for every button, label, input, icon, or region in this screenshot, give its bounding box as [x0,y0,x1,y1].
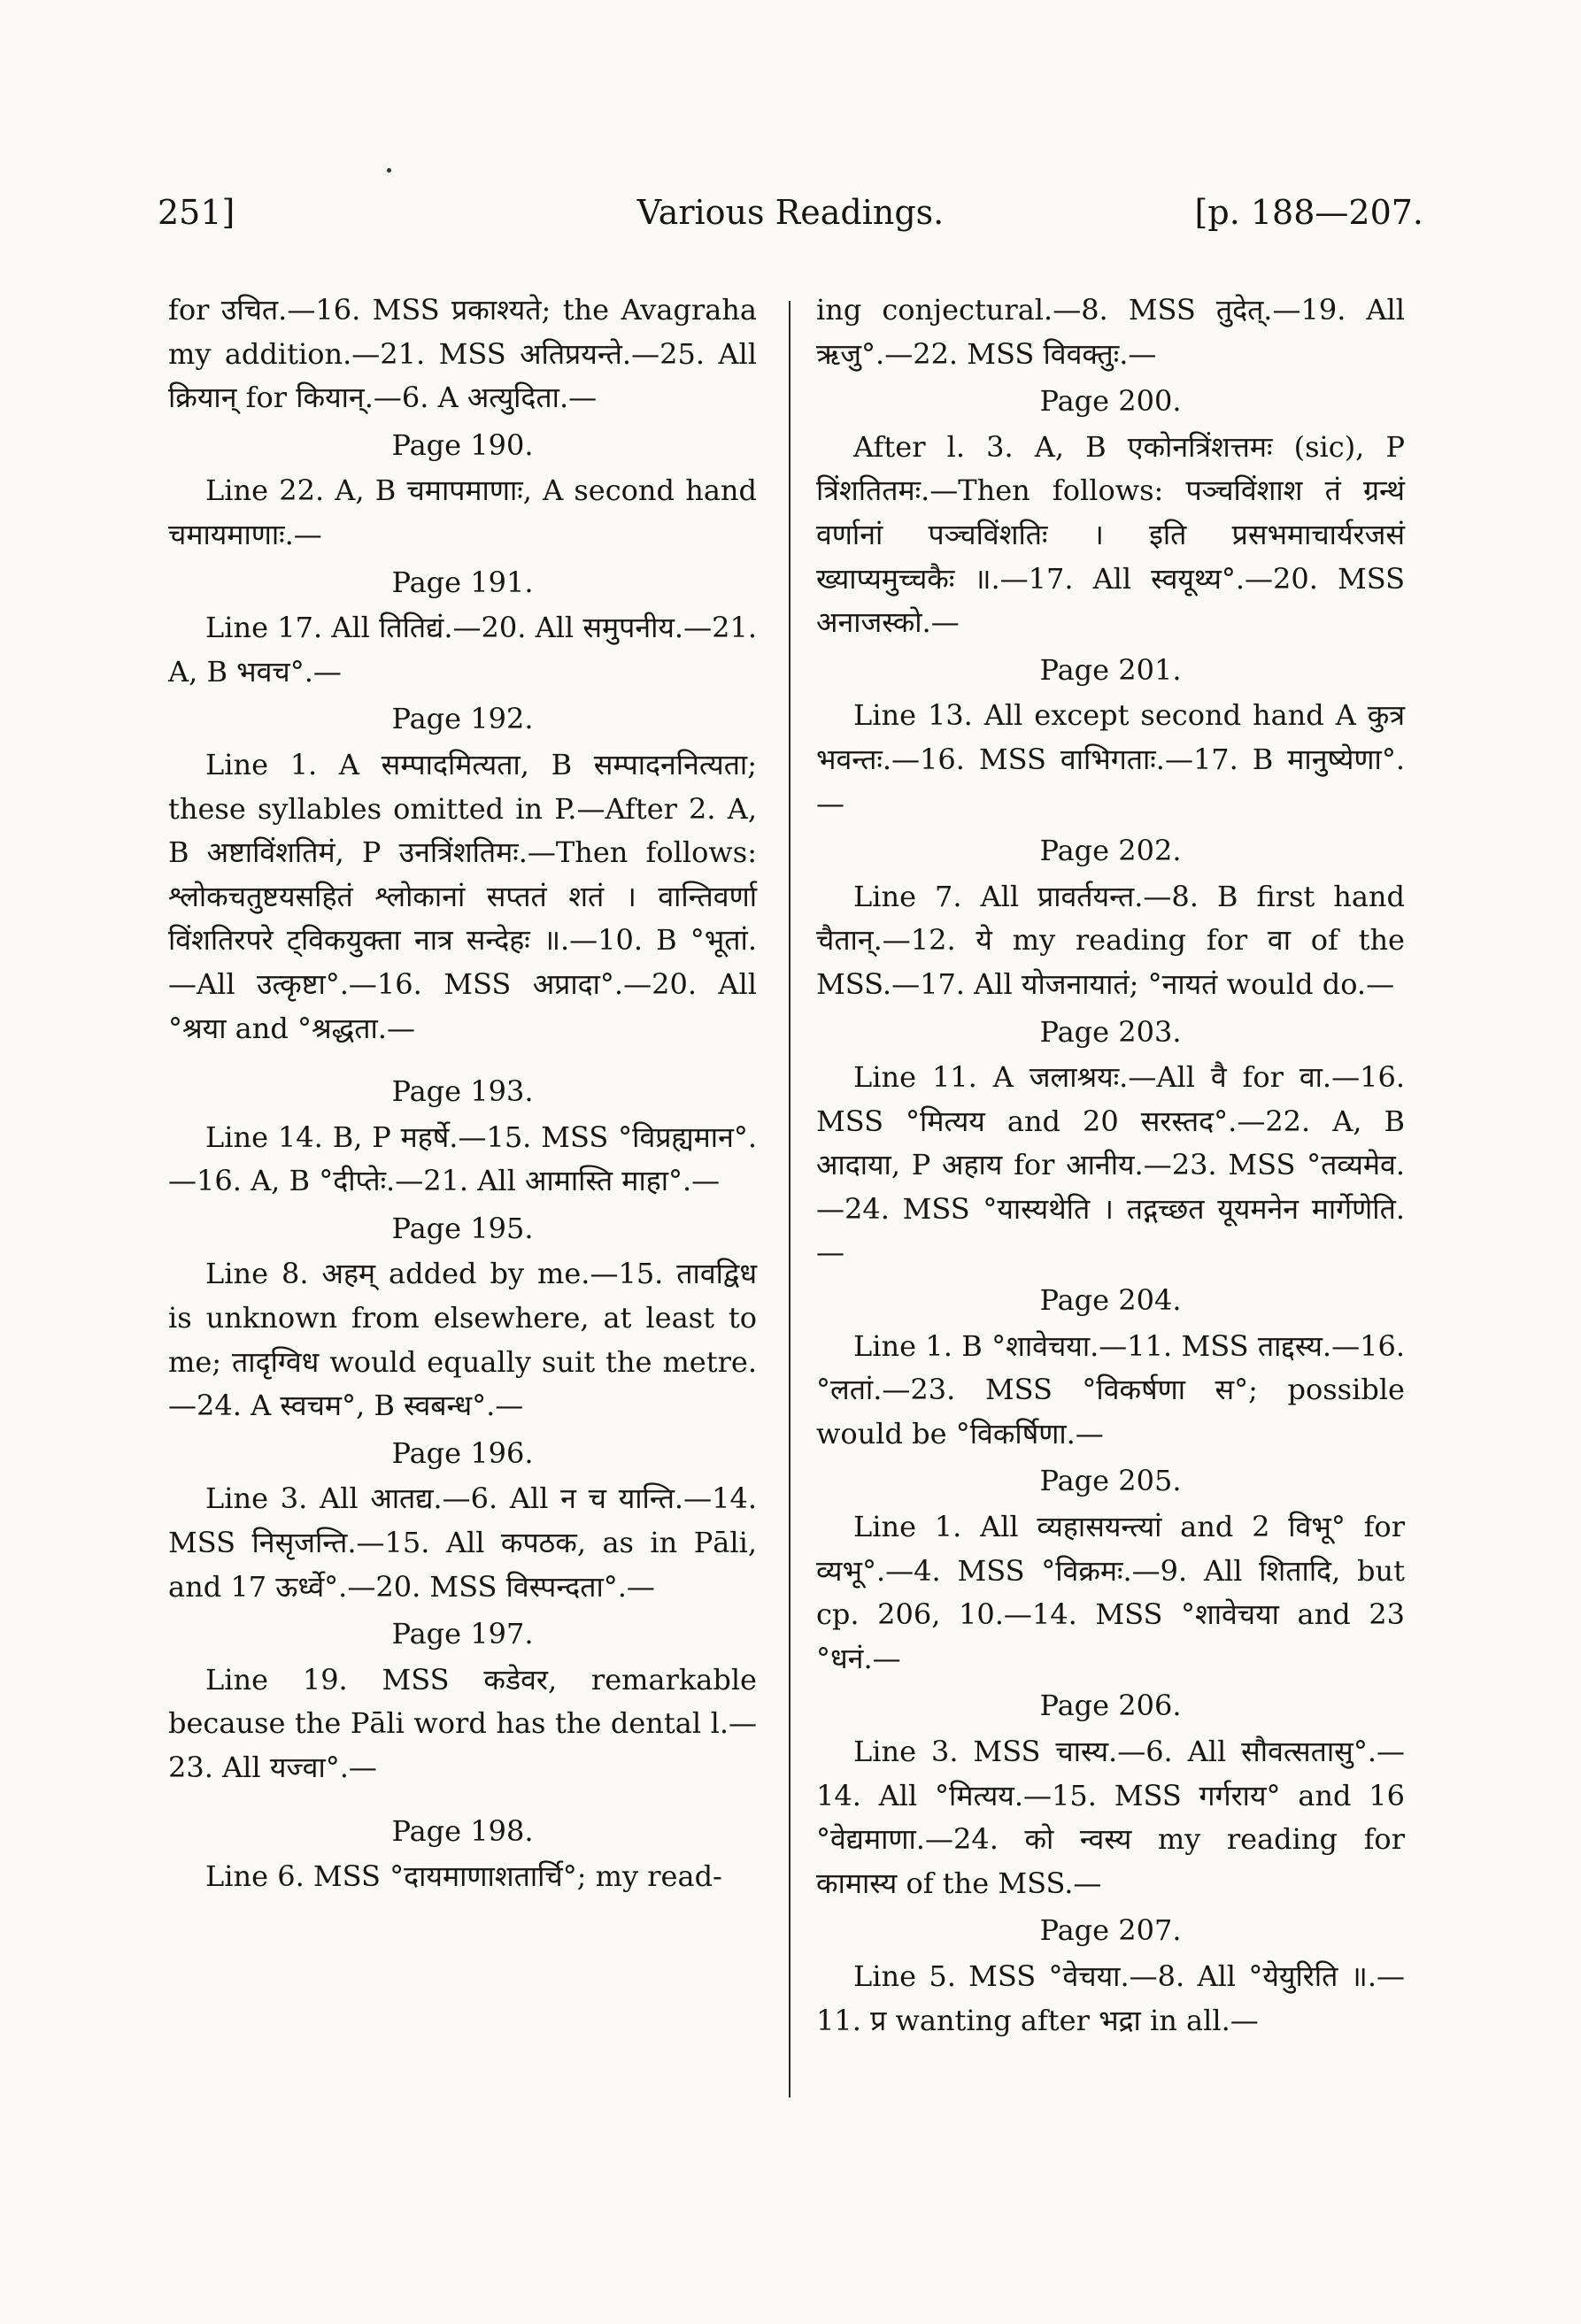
reading-entry: Line 1. B °शावेचया.—11. MSS ताद्दस्य.—16. °लतां.—23. MSS °विकर्षणा स°; possible would be °विकर्षिणा.— [816,1328,1405,1451]
running-header [158,193,1423,246]
page-heading: Page 207. [1039,1913,1182,1948]
reading-entry: Line 14. B, P महर्षे.—15. MSS °विप्रह्यमान°.—16. A, B °दीप्तेः.—21. All आमास्ति माहा°.— [168,1120,757,1198]
reading-entry: Line 19. MSS कडेवर, remarkable because the Pāli word has the dental l.—23. All यज्वा°.— [168,1662,757,1784]
page-heading: Page 205. [1039,1464,1182,1498]
reading-entry: Line 13. All except second hand A कुत्र भवन्तः.—16. MSS वाभिगताः.—17. B मानुष्येणा°.— [816,698,1405,820]
reading-entry: Line 1. A सम्पादमित्यता, B सम्पादननित्यता; these syllables omitted in P.—After 2. A, B अष्टाविंशतिमं, P उनत्रिंशतिमः.—Then follows: श्लोकचतुष्टयसहितं श्लोकानां सप्ततं शतं । वान्तिवर्णा विंशतिरपरे ट्विकयुक्ता नात्र सन्देहः ॥.—10. B °भूतां.—All उत्कृष्टा°.—16. MSS अप्रादा°.—20. All °श्रया and °श्रद्धता.— [168,747,757,1045]
reading-entry: ing conjectural.—8. MSS तुदेत्.—19. All ऋजु°.—22. MSS विवक्तुः.— [816,293,1405,371]
page-heading: Page 190. [391,427,534,462]
page-heading: Page 197. [391,1617,534,1651]
page-heading: Page 203. [1039,1014,1182,1049]
print-speck [387,168,391,173]
page-heading: Page 200. [1039,384,1182,419]
reading-entry: After l. 3. A, B एकोनत्रिंशत्तमः (sic), P त्रिंशतितमः.—Then follows: पञ्चविंशाश तं ग्रन्थं वर्णानां पञ्चविंशतिः । इति प्रसभमाचार्यरजसं ख्याप्यमुच्चकैः ॥.—17. All स्वयूथ्य°.—20. MSS अनाजस्को.— [816,429,1405,640]
reading-entry: Line 5. MSS °वेचया.—8. All °येयुरिति ॥.—11. प्र wanting after भद्रा in all.— [816,1958,1405,2037]
reading-entry: Line 22. A, B चमापमाणाः, A second hand चमायमाणाः.— [168,473,757,551]
page-heading: Page 196. [391,1435,534,1470]
page-heading: Page 202. [1039,834,1182,868]
page-heading: Page 198. [391,1813,534,1848]
reading-entry: Line 17. All तितिद्यं.—20. All समुपनीय.—21. A, B भवच°.— [168,611,757,689]
reading-entry: Line 6. MSS °दायमाणाशतार्चि°; my read- [205,1859,722,1894]
left-column [168,289,757,1899]
page-heading: Page 193. [391,1074,534,1109]
right-column [816,289,1405,2043]
reading-entry: Line 3. MSS चास्य.—6. All सौवत्सतासु°.—14. All °मित्यय.—15. MSS गर्गराय° and 16 °वेद्यमाणा.—24. को न्वस्य my reading for कामास्य of the MSS.— [816,1735,1405,1900]
page-heading: Page 204. [1039,1283,1182,1318]
reading-entry: Line 7. All प्रावर्तयन्त.—8. B first hand चैतान्.—12. ये my reading for वा of the MSS.—17. All योजनायातं; °नायतं would do.— [816,879,1405,1001]
page-heading: Page 192. [391,702,534,736]
page-heading: Page 206. [1039,1689,1182,1723]
reading-entry: Line 3. All आतद्य.—6. All न च यान्ति.—14. MSS निसृजन्ति.—15. All कपठक, as in Pāli, and 17 ऊर्ध्वे°.—20. MSS विस्पन्दता°.— [168,1481,757,1604]
reading-entry: for उचित.—16. MSS प्रकाश्यते; the Avagraha my addition.—21. MSS अतिप्रयन्ते.—25. All क्रियान् for कियान्.—6. A अत्युदिता.— [168,293,757,415]
page-heading: Page 195. [391,1211,534,1245]
reading-entry: Line 8. अहम् added by me.—15. तावद्विध is unknown from elsewhere, at least to me; तादृग्विध would equally suit the metre.—24. A स्वचम°, B स्वबन्ध°.— [168,1257,757,1423]
page-heading: Page 201. [1039,652,1182,687]
page-range: [p. 188—207. [1194,193,1423,232]
column-divider [789,301,790,2097]
page-number: 251] [158,193,235,232]
reading-entry: Line 1. All व्यहासयन्त्यां and 2 विभू° for व्यभू°.—4. MSS °विक्रमः.—9. All शितादि, but cp. 206, 10.—14. MSS °शावेचया and 23 °धनं.— [816,1510,1405,1675]
reading-entry: Line 11. A जलाश्रयः.—All वै for वा.—16. MSS °मित्यय and 20 सरस्तद°.—22. A, B आदाया, P अहाय for आनीय.—23. MSS °तव्यमेव.—24. MSS °यास्यथेति । तद्गच्छत यूयमनेन मार्गेणेति.— [816,1060,1405,1270]
page-heading: Page 191. [391,565,534,599]
page-title: Various Readings. [636,193,945,232]
